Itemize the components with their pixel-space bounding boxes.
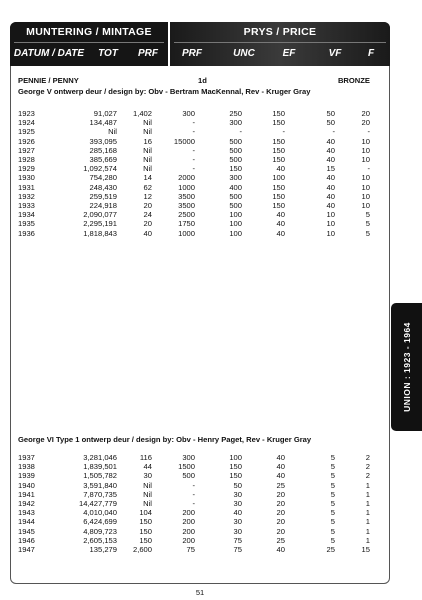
price-f-cell: 2 [365, 471, 370, 481]
denomination: 1d [198, 76, 207, 85]
price-ef-cell: 40 [276, 219, 285, 229]
price-unc-cell: 30 [233, 489, 242, 499]
table-row [0, 137, 400, 146]
col-f-header: F [367, 48, 375, 59]
mintage-total-cell: 754,280 [89, 173, 117, 183]
price-f-cell: 10 [361, 136, 370, 146]
price-proof-cell: 1500 [178, 462, 195, 472]
table-row [0, 499, 400, 508]
price-vf-cell: 5 [330, 517, 335, 527]
price-vf-cell: - [332, 127, 335, 137]
col-date-header: DATUM / DATE [13, 48, 85, 59]
mintage-total-cell: 224,918 [89, 201, 117, 210]
year-cell: 1943 [18, 508, 35, 518]
price-ef-cell: 150 [272, 136, 285, 146]
price-vf-cell: 40 [326, 155, 335, 164]
price-vf-cell: 5 [330, 480, 335, 490]
mintage-proof-cell: Nil [143, 164, 152, 174]
price-proof-cell: 3500 [178, 201, 195, 210]
price-vf-cell: 50 [326, 109, 335, 118]
table-row [0, 173, 400, 182]
price-unc-cell: 75 [233, 535, 242, 545]
section1-title-row [18, 76, 380, 85]
price-vf-cell: 40 [326, 191, 335, 201]
price-proof-cell: 500 [182, 471, 195, 481]
price-unc-cell: 500 [229, 191, 242, 201]
price-unc-cell: 100 [229, 228, 242, 238]
mintage-total-cell: 4,010,040 [83, 508, 117, 518]
year-cell: 1925 [18, 127, 35, 137]
price-ef-cell: 20 [276, 508, 285, 518]
table-row [0, 118, 400, 127]
price-f-cell: 1 [365, 517, 370, 527]
price-vf-cell: 10 [326, 210, 335, 220]
price-vf-cell: 10 [326, 219, 335, 229]
price-f-cell: 1 [365, 526, 370, 536]
price-f-cell: 5 [365, 228, 370, 238]
year-cell: 1946 [18, 535, 35, 545]
price-f-cell: - [367, 164, 370, 174]
price-ef-cell: 150 [272, 155, 285, 164]
mintage-proof-cell: 150 [139, 535, 152, 545]
price-f-cell: 2 [365, 453, 370, 462]
price-unc-cell: 150 [229, 462, 242, 472]
mintage-proof-cell: 20 [143, 201, 152, 210]
price-vf-cell: 25 [326, 545, 335, 554]
col-prf-header: PRF [138, 48, 158, 59]
price-ef-cell: - [282, 127, 285, 137]
price-vf-cell: 5 [330, 471, 335, 481]
price-ef-cell: 20 [276, 526, 285, 536]
mintage-total-cell: 248,430 [89, 182, 117, 192]
table-row [0, 462, 400, 471]
price-ef-cell: 150 [272, 182, 285, 192]
price-unc-cell: 100 [229, 210, 242, 220]
mintage-total-cell: 1,092,574 [83, 164, 117, 174]
price-vf-cell: 5 [330, 526, 335, 536]
price-proof-cell: 1750 [178, 219, 195, 229]
price-unc-cell: 75 [233, 545, 242, 554]
price-f-cell: 1 [365, 480, 370, 490]
section1-design: George V ontwerp deur / design by: Obv - Bertram MacKennal, Rev - Kruger Gray [18, 87, 311, 96]
price-ef-cell: 150 [272, 191, 285, 201]
price-proof-cell: - [192, 489, 195, 499]
price-vf-cell: 5 [330, 508, 335, 518]
price-ef-cell: 40 [276, 462, 285, 472]
mintage-total-cell: 1,818,843 [83, 228, 117, 238]
mintage-proof-cell: 62 [143, 182, 152, 192]
price-f-cell: 20 [361, 109, 370, 118]
price-f-cell: 1 [365, 489, 370, 499]
price-proof-cell: 200 [182, 517, 195, 527]
price-proof-cell: - [192, 155, 195, 164]
header-separator-right [174, 42, 386, 43]
price-ef-cell: 40 [276, 210, 285, 220]
price-proof-cell: 300 [182, 109, 195, 118]
mintage-total-cell: 6,424,699 [83, 517, 117, 527]
price-ef-cell: 40 [276, 228, 285, 238]
year-cell: 1945 [18, 526, 35, 536]
table-row [0, 155, 400, 164]
price-ef-cell: 100 [272, 173, 285, 183]
price-proof-cell: - [192, 499, 195, 508]
year-cell: 1947 [18, 545, 35, 554]
price-f-cell: 5 [365, 210, 370, 220]
price-unc-cell: 500 [229, 155, 242, 164]
col-ef-header: EF [282, 48, 296, 59]
year-cell: 1934 [18, 210, 35, 220]
table-row [0, 453, 400, 462]
mintage-proof-cell: 12 [143, 191, 152, 201]
price-ef-cell: 40 [276, 453, 285, 462]
header-separator-left [14, 42, 164, 43]
price-proof-cell: - [192, 480, 195, 490]
price-ef-cell: 40 [276, 545, 285, 554]
price-proof-cell: - [192, 118, 195, 128]
mintage-title: MUNTERING / MINTAGE [26, 26, 152, 38]
col-tot-header: TOT [98, 48, 118, 59]
price-proof-cell: 1000 [178, 228, 195, 238]
year-cell: 1926 [18, 136, 35, 146]
price-unc-cell: 100 [229, 453, 242, 462]
price-vf-cell: 5 [330, 535, 335, 545]
price-f-cell: 20 [361, 118, 370, 128]
table-row [0, 508, 400, 517]
mintage-proof-cell: Nil [143, 155, 152, 164]
mintage-total-cell: 2,605,153 [83, 535, 117, 545]
price-unc-cell: 100 [229, 219, 242, 229]
price-unc-cell: 30 [233, 526, 242, 536]
mintage-proof-cell: Nil [143, 499, 152, 508]
year-cell: 1940 [18, 480, 35, 490]
price-title: PRYS / PRICE [243, 26, 317, 38]
price-unc-cell: 30 [233, 499, 242, 508]
price-f-cell: 1 [365, 499, 370, 508]
year-cell: 1937 [18, 453, 35, 462]
coin-name: PENNIE / PENNY [18, 76, 79, 85]
price-proof-cell: 3500 [178, 191, 195, 201]
table-row [0, 109, 400, 118]
price-f-cell: 10 [361, 201, 370, 210]
mintage-total-cell: Nil [108, 127, 117, 137]
price-vf-cell: 40 [326, 145, 335, 155]
year-cell: 1928 [18, 155, 35, 164]
table-row [0, 536, 400, 545]
price-f-cell: 10 [361, 182, 370, 192]
price-unc-cell: 500 [229, 136, 242, 146]
price-vf-cell: 15 [326, 164, 335, 174]
mintage-total-cell: 2,090,077 [83, 210, 117, 220]
price-ef-cell: 150 [272, 109, 285, 118]
price-vf-cell: 10 [326, 228, 335, 238]
price-f-cell: - [367, 127, 370, 137]
mintage-total-cell: 1,505,782 [83, 471, 117, 481]
mintage-proof-cell: Nil [143, 118, 152, 128]
year-cell: 1935 [18, 219, 35, 229]
table-row [0, 183, 400, 192]
year-cell: 1927 [18, 145, 35, 155]
price-unc-cell: 150 [229, 164, 242, 174]
price-vf-cell: 40 [326, 136, 335, 146]
table-row [0, 471, 400, 480]
side-tab-label: UNION : 1923 - 1964 [401, 322, 412, 412]
price-proof-cell: 200 [182, 526, 195, 536]
year-cell: 1924 [18, 118, 35, 128]
price-f-cell: 2 [365, 462, 370, 472]
price-vf-cell: 40 [326, 173, 335, 183]
price-proof-cell: 200 [182, 535, 195, 545]
mintage-total-cell: 385,669 [89, 155, 117, 164]
price-ef-cell: 150 [272, 201, 285, 210]
price-ef-cell: 20 [276, 499, 285, 508]
table-row [0, 127, 400, 136]
price-f-cell: 10 [361, 155, 370, 164]
price-vf-cell: 40 [326, 182, 335, 192]
price-f-cell: 10 [361, 191, 370, 201]
price-vf-cell: 5 [330, 462, 335, 472]
year-cell: 1930 [18, 173, 35, 183]
table-row [0, 229, 400, 238]
price-proof-cell: - [192, 164, 195, 174]
price-f-cell: 10 [361, 145, 370, 155]
table-row [0, 517, 400, 526]
price-ef-cell: 150 [272, 118, 285, 128]
mintage-total-cell: 135,279 [89, 545, 117, 554]
price-unc-cell: - [239, 127, 242, 137]
price-vf-cell: 5 [330, 499, 335, 508]
mintage-total-cell: 134,487 [89, 118, 117, 128]
mintage-proof-cell: Nil [143, 127, 152, 137]
price-ef-cell: 40 [276, 471, 285, 481]
year-cell: 1944 [18, 517, 35, 527]
mintage-proof-cell: 24 [143, 210, 152, 220]
price-ef-cell: 20 [276, 517, 285, 527]
price-unc-cell: 300 [229, 118, 242, 128]
mintage-proof-cell: 1,402 [132, 109, 152, 118]
year-cell: 1936 [18, 228, 35, 238]
table-row [0, 481, 400, 490]
mintage-proof-cell: 40 [143, 228, 152, 238]
metal: BRONZE [337, 76, 370, 85]
table-row [0, 164, 400, 173]
table-row [0, 201, 400, 210]
col-prf-price-header: PRF [182, 48, 202, 59]
price-vf-cell: 5 [330, 489, 335, 499]
price-f-cell: 15 [361, 545, 370, 554]
mintage-total-cell: 259,519 [89, 191, 117, 201]
table-row [0, 545, 400, 554]
price-unc-cell: 300 [229, 173, 242, 183]
price-ef-cell: 40 [276, 164, 285, 174]
price-vf-cell: 40 [326, 201, 335, 210]
table-row [0, 210, 400, 219]
price-proof-cell: - [192, 127, 195, 137]
price-vf-cell: 50 [326, 118, 335, 128]
mintage-proof-cell: 30 [143, 471, 152, 481]
mintage-proof-cell: 116 [139, 453, 152, 462]
mintage-total-cell: 4,809,723 [83, 526, 117, 536]
price-proof-cell: 300 [182, 453, 195, 462]
table-row [0, 527, 400, 536]
year-cell: 1942 [18, 499, 35, 508]
page-number: 51 [195, 588, 205, 597]
mintage-total-cell: 1,839,501 [83, 462, 117, 472]
table-row [0, 192, 400, 201]
price-ef-cell: 150 [272, 145, 285, 155]
price-f-cell: 10 [361, 173, 370, 183]
mintage-proof-cell: 44 [143, 462, 152, 472]
mintage-proof-cell: 16 [143, 136, 152, 146]
price-vf-cell: 5 [330, 453, 335, 462]
mintage-total-cell: 91,027 [93, 109, 117, 118]
price-ef-cell: 25 [276, 480, 285, 490]
mintage-proof-cell: 150 [139, 517, 152, 527]
mintage-total-cell: 2,295,191 [83, 219, 117, 229]
price-f-cell: 1 [365, 508, 370, 518]
mintage-total-cell: 393,095 [89, 136, 117, 146]
section2-design: George VI Type 1 ontwerp deur / design by: Obv - Henry Paget, Rev - Kruger Gray [18, 435, 312, 444]
price-proof-cell: - [192, 145, 195, 155]
price-unc-cell: 40 [233, 508, 242, 518]
mintage-proof-cell: 150 [139, 526, 152, 536]
side-tab [391, 303, 422, 431]
col-vf-header: VF [328, 48, 342, 59]
mintage-proof-cell: 104 [139, 508, 152, 518]
mintage-proof-cell: 14 [143, 173, 152, 183]
year-cell: 1923 [18, 109, 35, 118]
table-row [0, 219, 400, 228]
price-proof-cell: 15000 [173, 136, 195, 146]
table-row [0, 490, 400, 499]
mintage-proof-cell: Nil [143, 145, 152, 155]
year-cell: 1931 [18, 182, 35, 192]
price-unc-cell: 500 [229, 145, 242, 155]
price-proof-cell: 1000 [178, 182, 195, 192]
year-cell: 1938 [18, 462, 35, 472]
price-f-cell: 5 [365, 219, 370, 229]
mintage-proof-cell: 20 [143, 219, 152, 229]
price-ef-cell: 20 [276, 489, 285, 499]
price-unc-cell: 400 [229, 182, 242, 192]
price-unc-cell: 150 [229, 471, 242, 481]
mintage-total-cell: 14,427,779 [78, 499, 117, 508]
price-unc-cell: 50 [233, 480, 242, 490]
year-cell: 1932 [18, 191, 35, 201]
year-cell: 1929 [18, 164, 35, 174]
mintage-proof-cell: Nil [143, 480, 152, 490]
price-unc-cell: 500 [229, 201, 242, 210]
price-f-cell: 1 [365, 535, 370, 545]
year-cell: 1939 [18, 471, 35, 481]
price-ef-cell: 25 [276, 535, 285, 545]
price-unc-cell: 30 [233, 517, 242, 527]
mintage-proof-cell: Nil [143, 489, 152, 499]
price-proof-cell: 2000 [178, 173, 195, 183]
year-cell: 1933 [18, 201, 35, 210]
mintage-total-cell: 285,168 [89, 145, 117, 155]
mintage-proof-cell: 2,600 [132, 545, 152, 554]
price-unc-cell: 250 [229, 109, 242, 118]
col-unc-header: UNC [233, 48, 255, 59]
price-proof-cell: 200 [182, 508, 195, 518]
year-cell: 1941 [18, 489, 35, 499]
table-row [0, 146, 400, 155]
mintage-total-cell: 3,281,046 [83, 453, 117, 462]
mintage-total-cell: 7,870,735 [83, 489, 117, 499]
price-proof-cell: 75 [186, 545, 195, 554]
mintage-total-cell: 3,591,840 [83, 480, 117, 490]
price-proof-cell: 2500 [178, 210, 195, 220]
table-header [10, 22, 390, 66]
